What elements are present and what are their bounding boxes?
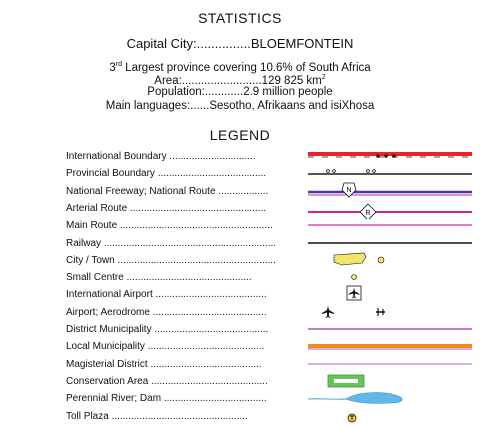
perennial-river-icon (308, 399, 346, 400)
legend-label-toll-plaza: Toll Plaza ................................................. (66, 410, 248, 422)
toll-plaza-icon (306, 405, 476, 427)
legend-symbol-toll-plaza (306, 405, 476, 427)
legend-title: LEGEND (209, 127, 271, 143)
arterial-route-label: R (365, 209, 371, 217)
languages-label: Main languages:...... (105, 100, 210, 112)
boundary-marker-dot-1 (384, 154, 388, 158)
area-value: 129 825 km (261, 75, 322, 87)
statistics-title: STATISTICS (198, 10, 282, 26)
legend-label-arterial-route: Arterial Route ................................................. (66, 202, 267, 214)
population-value: 2.9 million people (243, 86, 333, 98)
area-unit-power: 2 (321, 74, 326, 81)
provincial-marker-1 (333, 170, 336, 173)
aerodrome-icon (376, 308, 385, 316)
capital-value: BLOEMFONTEIN (250, 36, 354, 51)
legend-label-international-airport: International Airport ........................................ (66, 289, 267, 301)
provincial-marker-0 (327, 170, 330, 173)
ranking-suffix: rd (115, 61, 122, 68)
city-town-area-icon (334, 253, 366, 265)
national-route-label: N (346, 186, 352, 194)
population-label: Population:............ (147, 86, 244, 98)
airport-plane-icon (322, 306, 334, 318)
legend-label-small-centre: Small Centre ............................................. (66, 272, 252, 284)
ranking-ordinal: 3 (109, 62, 116, 74)
legend-label-railway: Railway .............................................................. (66, 237, 277, 249)
capital-label: Capital City:............... (126, 36, 251, 51)
legend-label-city-town: City / Town ......................................................... (66, 254, 276, 266)
legend-label-magisterial-district: Magisterial District ........................................ (66, 358, 262, 370)
legend-item-toll-plaza (66, 411, 480, 427)
city-town-dot-icon (378, 257, 384, 263)
languages-value: Sesotho, Afrikaans and isiXhosa (209, 100, 375, 112)
area-label: Area:......................... (154, 75, 262, 87)
capital-city-line (0, 37, 480, 50)
population-line (0, 86, 480, 99)
legend-label-conservation-area: Conservation Area .......................................... (66, 375, 268, 387)
provincial-marker-2 (367, 170, 370, 173)
legend-label-main-route: Main Route ....................................................... (66, 220, 273, 232)
legend-label-perennial-river-dam: Perennial River; Dam ..................................... (66, 393, 267, 405)
legend-label-national-freeway: National Freeway; National Route .................. (66, 185, 269, 197)
legend-label-district-municipality: District Municipality ......................................... (66, 324, 269, 335)
legend-label-provincial-boundary: Provincial Boundary ....................................... (66, 168, 267, 180)
legend-label-airport-aerodrome: Airport; Aerodrome ......................................... (66, 306, 267, 318)
ranking-text: Largest province covering 10.6% of South Africa (125, 62, 371, 74)
provincial-marker-3 (373, 170, 376, 173)
conservation-area-inner-icon (334, 379, 358, 383)
small-centre-dot-icon (352, 275, 357, 280)
dam-icon (346, 393, 402, 404)
languages-line (0, 100, 480, 113)
legend-label-international-boundary: International Boundary ............................... (66, 151, 256, 162)
legend-label-local-municipality: Local Municipality .......................................... (66, 341, 265, 353)
